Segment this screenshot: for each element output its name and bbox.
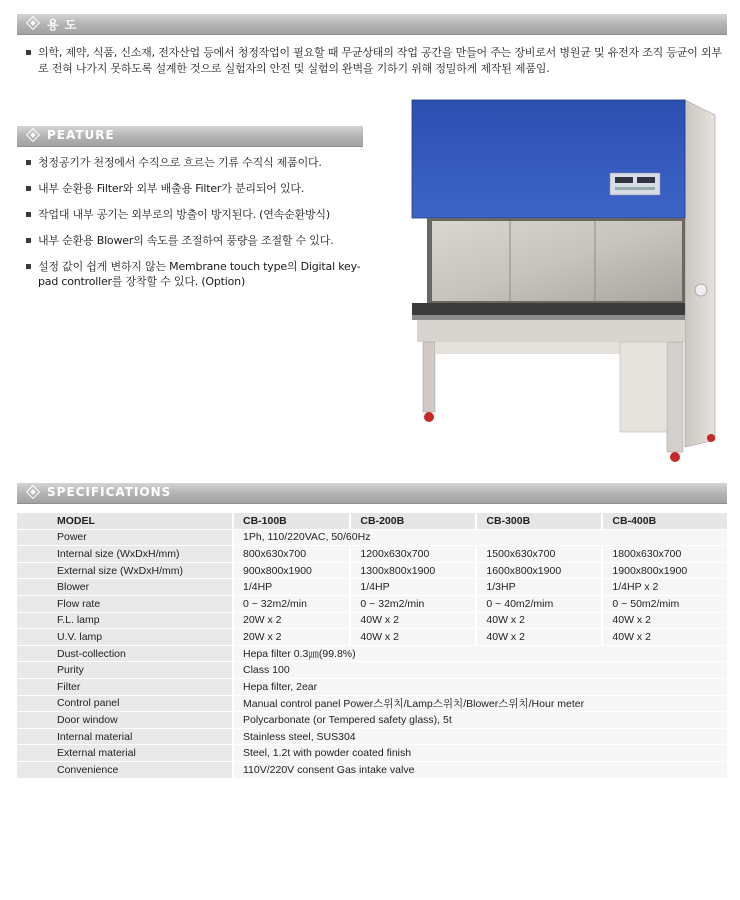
table-row [17,595,727,612]
cell-value: 1300x800x1900 [350,562,476,579]
feature-item: 내부 순환용 Blower의 속도를 조절하여 풍량을 조절할 수 있다. [26,233,376,248]
table-row [17,728,727,745]
feature-item: 청정공기가 천정에서 수직으로 흐르는 기류 수직식 제품이다. [26,155,376,170]
feature-item: 내부 순환용 Filter와 외부 배출용 Filter가 분리되어 있다. [26,181,376,196]
row-label: Internal size (WxDxH/mm) [17,546,233,563]
spec-table [17,513,727,779]
cell-value: 40W x 2 [602,629,727,646]
cell-value: 20W x 2 [233,612,350,629]
row-label: Internal material [17,728,233,745]
cell-value: 40W x 2 [350,612,476,629]
cell-value: 40W x 2 [350,629,476,646]
row-value: Steel, 1.2t with powder coated finish [233,745,727,762]
table-row [17,712,727,729]
row-value: Stainless steel, SUS304 [233,728,727,745]
row-label: F.L. lamp [17,612,233,629]
cell-value: 1/3HP [476,579,602,596]
spec-section-title: SPECIFICATIONS [47,485,172,499]
cell-value: 0 ~ 32m2/min [233,595,350,612]
usage-section-bar [17,14,727,35]
cell-value: 40W x 2 [476,612,602,629]
table-row [17,645,727,662]
row-label: External size (WxDxH/mm) [17,562,233,579]
feature-list [26,155,376,300]
row-value: Hepa filter 0.3㎛(99.8%) [233,645,727,662]
row-value: Manual control panel Power스위치/Lamp스위치/Blower스위치/Hour meter [233,695,727,712]
feature-item: 작업대 내부 공기는 외부로의 방출이 방지된다. (연속순환방식) [26,207,376,222]
cell-value: 900x800x1900 [233,562,350,579]
cell-value: 20W x 2 [233,629,350,646]
cell-value: 1/4HP [233,579,350,596]
product-image [405,95,725,475]
feature-section-bar [17,126,363,147]
cell-value: 40W x 2 [476,629,602,646]
row-value: Hepa filter, 2ear [233,678,727,695]
table-row [17,662,727,679]
cell-value: 1900x800x1900 [602,562,727,579]
row-label: Blower [17,579,233,596]
cell-value: 1200x630x700 [350,546,476,563]
feature-section-title: PEATURE [47,128,115,142]
cell-value: 0 ~ 40m2/mim [476,595,602,612]
cell-value: 800x630x700 [233,546,350,563]
table-row [17,678,727,695]
row-label: Convenience [17,761,233,778]
row-label: External material [17,745,233,762]
row-label: Purity [17,662,233,679]
cell-value: 1/4HP x 2 [602,579,727,596]
table-row [17,761,727,778]
row-value: 110V/220V consent Gas intake valve [233,761,727,778]
table-header-row [17,513,727,529]
header-cb-300b: CB-300B [476,513,602,529]
diamond-icon [26,485,40,499]
usage-section-title: 용 도 [47,18,78,32]
table-row [17,612,727,629]
table-row [17,629,727,646]
diamond-icon [26,16,40,30]
table-row [17,562,727,579]
table-row [17,546,727,563]
header-cb-400b: CB-400B [602,513,727,529]
row-label: Power [17,529,233,546]
row-label: U.V. lamp [17,629,233,646]
spec-section-bar [17,483,727,504]
cell-value: 0 ~ 32m2/min [350,595,476,612]
row-label: Control panel [17,695,233,712]
diamond-icon [26,128,40,142]
cell-value: 40W x 2 [602,612,727,629]
table-row [17,745,727,762]
row-value: 1Ph, 110/220VAC, 50/60Hz [233,529,727,546]
cell-value: 1/4HP [350,579,476,596]
cell-value: 0 ~ 50m2/mim [602,595,727,612]
usage-description: 의학, 제약, 식품, 신소재, 전자산업 등에서 청정작업이 필요할 때 무균상태의 작업 공간을 만들어 주는 장비로서 병원균 및 유전자 조직 등균이 외부로 전혀 나가지 못하도록 설계한 것으로 실험자의 안전 및 실험의 완벽을 기하기 위해 정밀하게 제작된 제품임. [26,45,726,77]
cell-value: 1600x800x1900 [476,562,602,579]
table-row [17,695,727,712]
table-row [17,529,727,546]
cell-value: 1800x630x700 [602,546,727,563]
row-label: Filter [17,678,233,695]
header-cb-100b: CB-100B [233,513,350,529]
row-label: Flow rate [17,595,233,612]
row-label: Door window [17,712,233,729]
table-row [17,579,727,596]
header-model: MODEL [17,513,233,529]
header-cb-200b: CB-200B [350,513,476,529]
feature-item: 설정 값이 쉽게 변하지 않는 Membrane touch type의 Digital key-pad controller를 장착할 수 있다. (Option) [26,259,376,289]
cell-value: 1500x630x700 [476,546,602,563]
row-value: Polycarbonate (or Tempered safety glass), 5t [233,712,727,729]
row-label: Dust-collection [17,645,233,662]
row-value: Class 100 [233,662,727,679]
